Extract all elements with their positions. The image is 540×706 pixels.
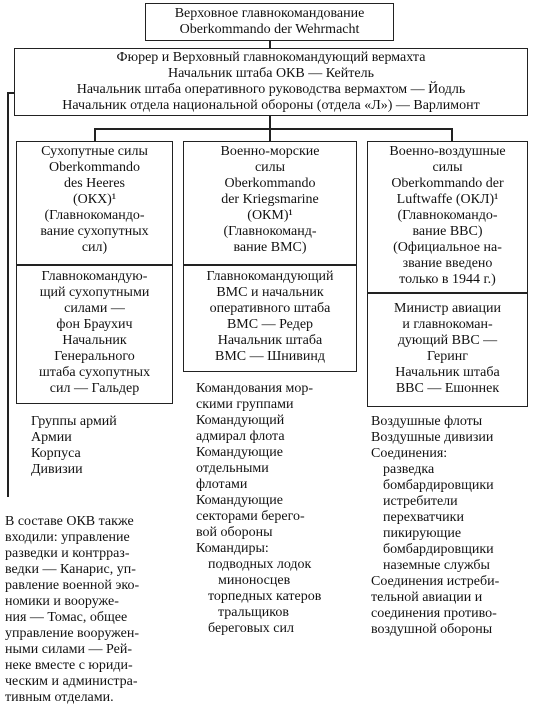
list-item: Воздушные флоты (371, 414, 483, 429)
army-body-line: Главнокомандую- (41, 269, 148, 284)
connector-bus-air (451, 128, 453, 142)
navy-body-line: Главнокомандующий (206, 269, 334, 284)
note-line: В составе ОКВ также (5, 514, 134, 529)
air-head-line: Oberkommando der (391, 176, 504, 191)
army-head-line: (ОКХ)¹ (72, 192, 117, 207)
list-item: Командующий (196, 413, 285, 428)
connector-bus-horizontal (94, 128, 452, 130)
army-divider (17, 264, 172, 266)
note-line: ния — Томас, общее (5, 610, 128, 625)
army-body-line: Начальник (62, 333, 127, 348)
air-head-line: (Главнокомандо- (397, 208, 498, 223)
list-item: воздушной обороны (371, 622, 493, 637)
list-item: скими группами (196, 397, 294, 412)
list-item: флотами (196, 477, 248, 492)
list-item: Командиры: (196, 541, 269, 556)
note-line: входили: управление (5, 530, 130, 545)
air-box (367, 141, 528, 407)
list-item: пикирующие (383, 526, 462, 541)
army-body-line: силами — (64, 301, 125, 316)
navy-subordinates-list (196, 381, 321, 637)
list-item: Командующие (196, 493, 283, 508)
list-item: секторами берего- (196, 509, 305, 524)
navy-head-line: вание ВМС) (233, 240, 307, 255)
list-item: Командующие (196, 445, 283, 460)
note-line: управление вооружен- (5, 626, 140, 641)
air-body-line: дующий ВВС — (397, 333, 498, 348)
list-item: отдельными (196, 461, 269, 476)
note-line: равление военной эко- (5, 578, 140, 593)
list-item: тельной авиации и (371, 590, 483, 605)
army-body-line: штаба сухопутных (38, 365, 151, 380)
note-line: ведки — Канарис, уп- (5, 562, 136, 577)
air-head-line: Военно-воздушные (389, 144, 506, 159)
list-item: Корпуса (31, 446, 81, 461)
list-item: береговых сил (208, 621, 294, 636)
navy-body-line: ВМС — Редер (226, 317, 314, 332)
army-head-line: вание сухопутных (40, 224, 149, 239)
army-head-line: Oberkommando (49, 160, 140, 175)
army-body-line: Генерального (54, 349, 135, 364)
air-divider (368, 292, 527, 294)
list-item: Командования мор- (196, 381, 314, 396)
list-item: наземные службы (383, 558, 490, 573)
list-item: истребители (383, 494, 458, 509)
list-item: торпедных катеров (208, 589, 322, 604)
note-line: разведки и контрраз- (5, 546, 130, 561)
connector-left-vertical (7, 92, 9, 497)
list-item: Дивизии (31, 462, 83, 477)
navy-head-line: der Kriegsmarine (221, 192, 319, 207)
army-head-line: сил) (81, 240, 108, 255)
note-line: номики и вооруже- (5, 594, 119, 609)
air-body-line: Начальник штаба (395, 365, 500, 380)
okw-also-note (5, 514, 139, 706)
note-line: ными силами — Рей- (5, 642, 132, 657)
list-item: Воздушные дивизии (371, 430, 494, 445)
list-item: разведка (383, 462, 435, 477)
list-item: тральщиков (218, 605, 289, 620)
army-body-line: щий сухопутными (39, 285, 150, 300)
list-item: Группы армий (31, 414, 117, 429)
top-title-de: Oberkommando der Wehrmacht (179, 22, 360, 37)
list-item: миноносцев (218, 573, 291, 588)
list-item: бомбардировщики (383, 542, 494, 557)
air-head-line: Luftwaffe (ОКЛ)¹ (396, 192, 499, 207)
okw-line: Начальник штаба оперативного руководства вермахтом — Йодль (76, 82, 466, 97)
list-item: подводных лодок (208, 557, 312, 572)
navy-head-line: (Главнокоманд- (223, 224, 317, 239)
list-item: Соединения: (371, 446, 448, 461)
air-head-line: (Официальное на- (393, 240, 502, 255)
okw-leadership-box (14, 48, 528, 116)
note-line: тивным отделами. (5, 690, 114, 705)
army-box (16, 141, 173, 404)
list-item: соединения противо- (371, 606, 497, 621)
note-line: ческим и администра- (5, 674, 138, 689)
top-title-ru: Верховное главнокомандование (174, 6, 365, 21)
air-head-line: силы (432, 160, 463, 175)
okw-line: Фюрер и Верховный главнокомандующий вермахта (116, 50, 426, 65)
connector-okw-bus (269, 115, 271, 129)
navy-body-line: ВМС и начальник (216, 285, 324, 300)
top-command-box (145, 3, 394, 41)
list-item: вой обороны (196, 525, 273, 540)
air-body-line: Министр авиации (394, 301, 501, 316)
army-head-line: Сухопутные силы (41, 144, 148, 159)
air-body-line: ВВС — Ешоннек (395, 381, 500, 396)
list-item: бомбардировщики (383, 478, 494, 493)
army-head-line: des Heeres (63, 176, 126, 191)
navy-body-line: ВМС — Шнивинд (215, 349, 325, 364)
air-head-line: только в 1944 г.) (399, 272, 496, 287)
list-item: Соединения истреби- (371, 574, 500, 589)
air-body-line: Геринг (427, 349, 468, 364)
air-subordinates-list (371, 414, 499, 638)
list-item: адмирал флота (196, 429, 285, 444)
list-item: Армии (31, 430, 72, 445)
navy-head-line: Военно-морские (220, 144, 320, 159)
army-subordinates-list (31, 414, 117, 478)
navy-head-line: Oberkommando (224, 176, 316, 191)
navy-head-line: силы (254, 160, 286, 175)
army-body-line: сил — Гальдер (49, 381, 140, 396)
air-head-line: вание ВВС) (412, 224, 483, 239)
okw-line: Начальник штаба ОКВ — Кейтель (168, 66, 374, 81)
navy-box (183, 141, 357, 372)
army-head-line: (Главнокомандо- (44, 208, 145, 223)
list-item: перехватчики (383, 510, 464, 525)
navy-divider (184, 264, 356, 266)
navy-body-line: оперативного штаба (209, 301, 331, 316)
note-line: неке вместе с юриди- (5, 658, 133, 673)
navy-head-line: (ОКМ)¹ (247, 208, 293, 223)
air-body-line: и главнокоман- (402, 317, 493, 332)
connector-bus-navy (269, 128, 271, 142)
connector-left-stub (7, 92, 14, 94)
okw-line: Начальник отдела национальной обороны (отдела «Л») — Варлимонт (62, 98, 480, 113)
connector-bus-army (94, 128, 96, 142)
navy-body-line: Начальник штаба (217, 333, 323, 348)
army-body-line: фон Браухич (56, 317, 133, 332)
air-head-line: звание введено (402, 256, 493, 271)
